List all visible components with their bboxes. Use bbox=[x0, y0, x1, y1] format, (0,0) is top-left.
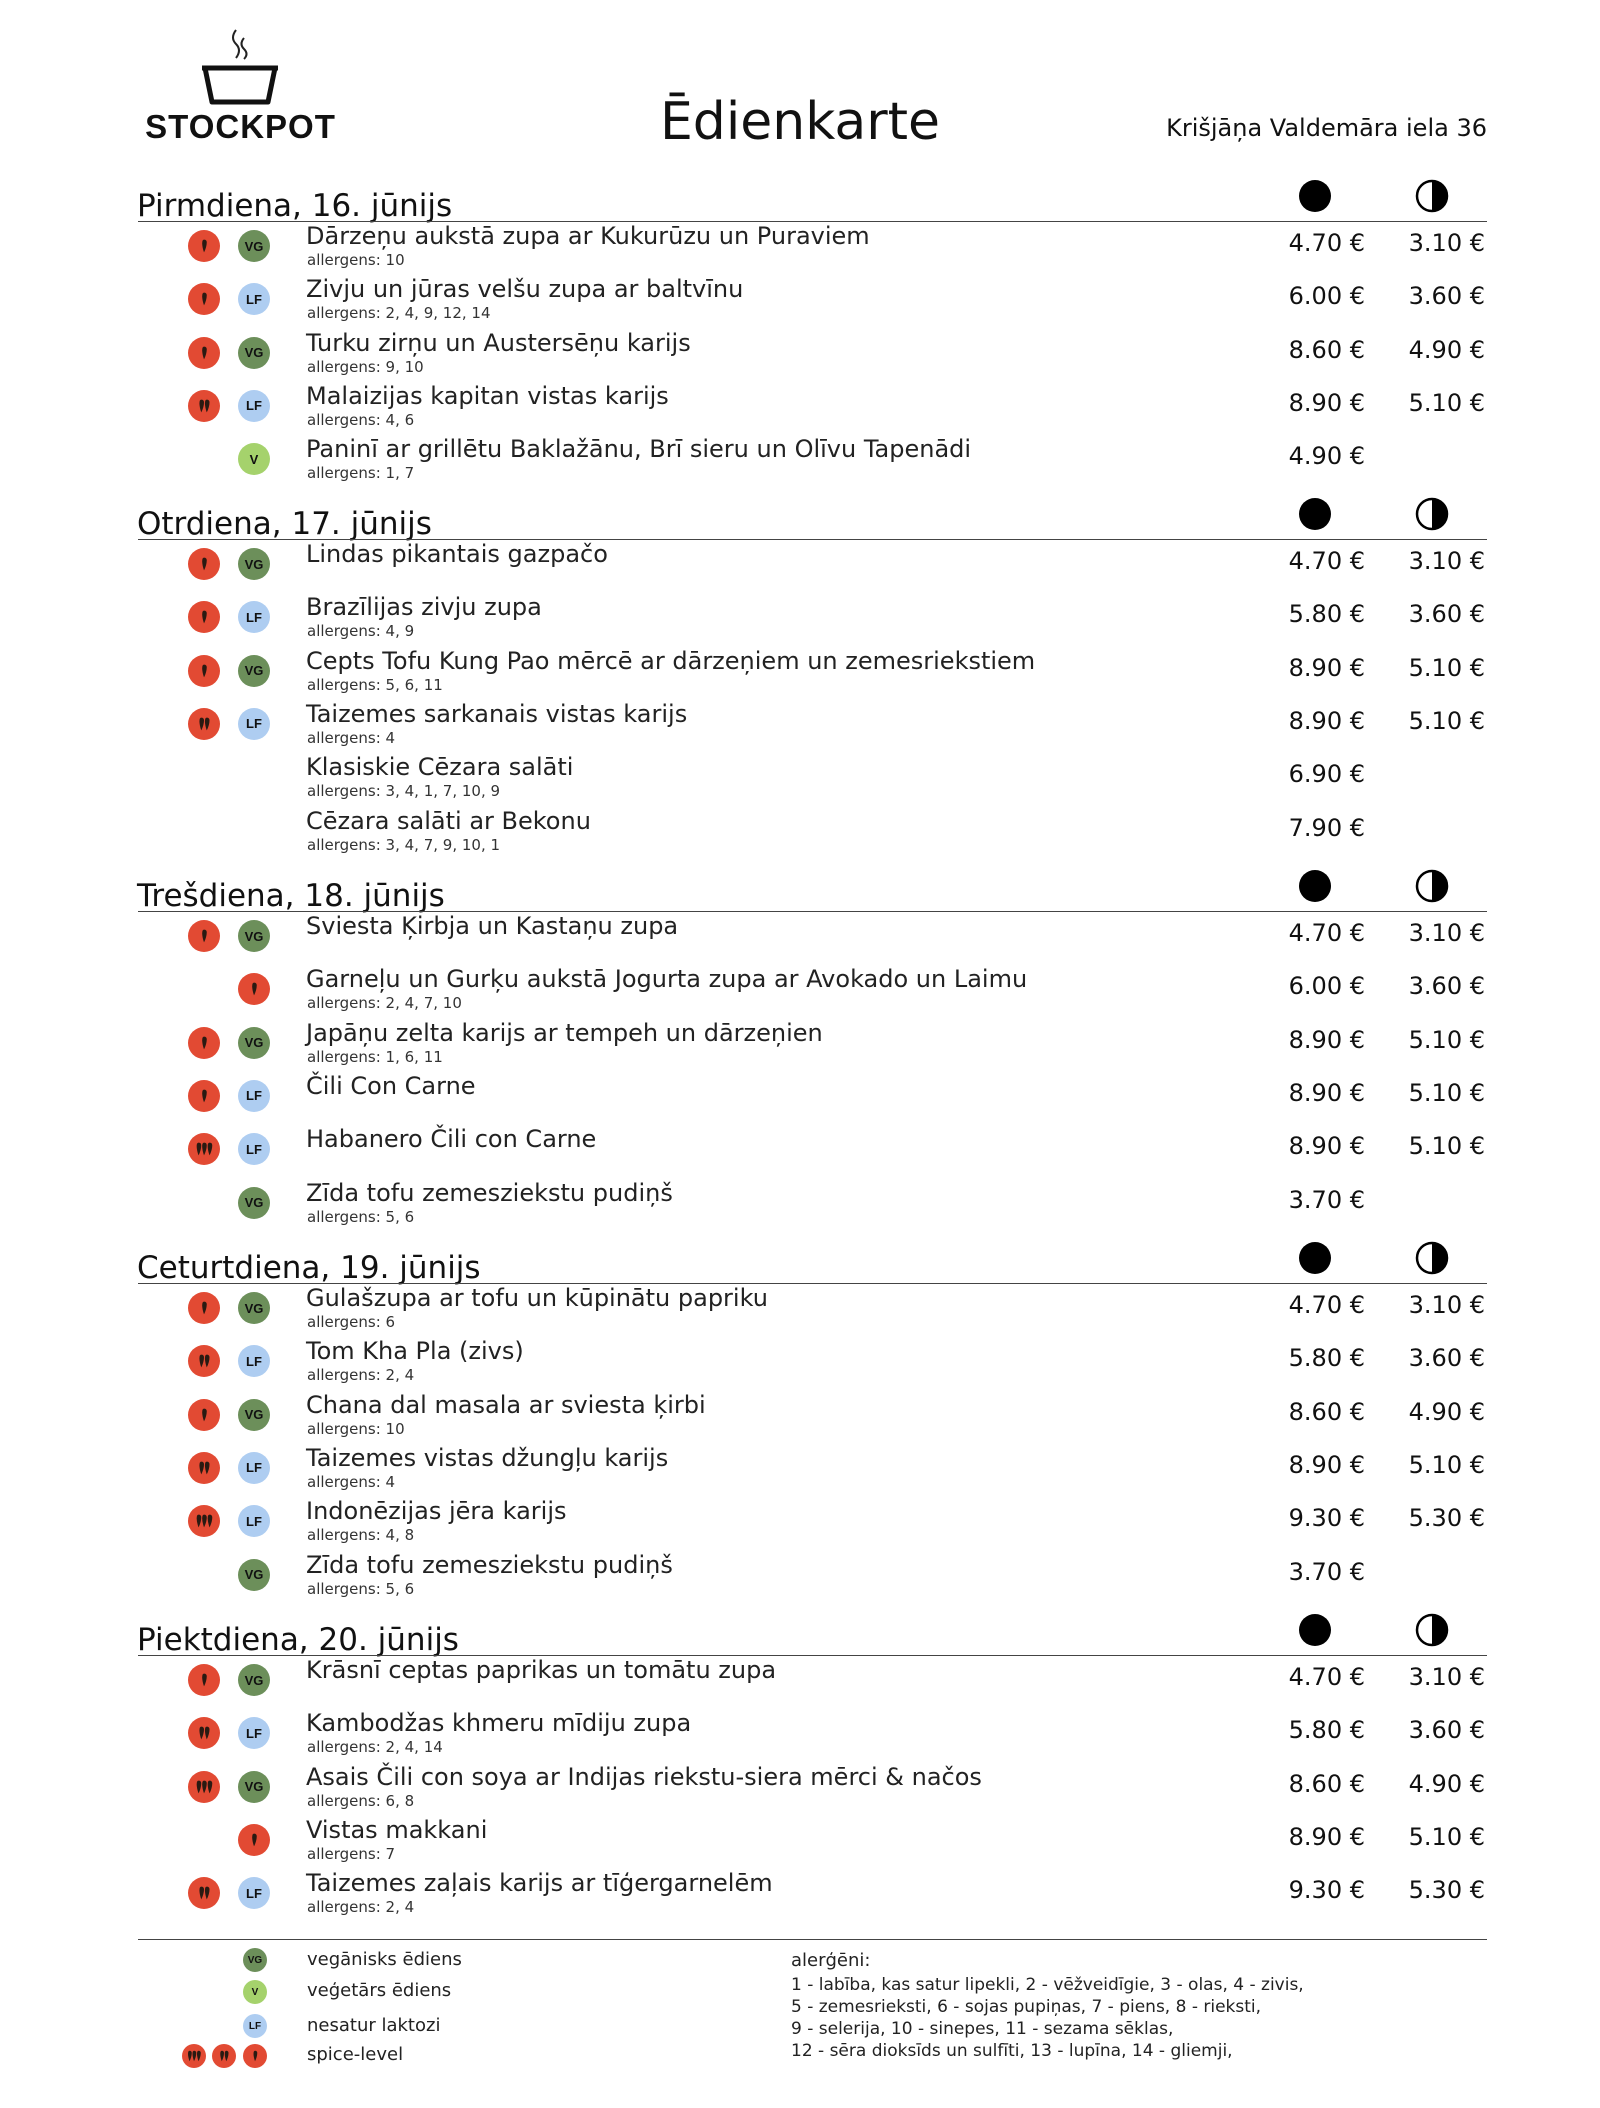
price-half: 3.10 € bbox=[1408, 229, 1485, 257]
allergen-line: 1 - labība, kas satur lipekli, 2 - vēžveidīgie, 3 - olas, 4 - zivis, bbox=[791, 1975, 1304, 1995]
price-full: 8.90 € bbox=[1288, 1132, 1365, 1161]
spice3-icon bbox=[188, 1771, 220, 1803]
full-portion-icon bbox=[1297, 868, 1333, 904]
price-half: 5.10 € bbox=[1408, 653, 1485, 682]
price-full: 8.60 € bbox=[1288, 1397, 1365, 1426]
dish-allergens: allergens: 2, 4, 14 bbox=[307, 1738, 443, 1757]
price-full: 4.70 € bbox=[1288, 919, 1365, 947]
dish-allergens: allergens: 3, 4, 1, 7, 10, 9 bbox=[307, 782, 501, 801]
dish-name: Malaizijas kapitan vistas karijs bbox=[306, 381, 669, 410]
spice1-icon bbox=[188, 230, 220, 262]
price-full: 6.00 € bbox=[1288, 282, 1365, 311]
dish-allergens: allergens: 6, 8 bbox=[307, 1791, 415, 1810]
vegan-badge: VG bbox=[238, 1771, 270, 1803]
price-half: 4.90 € bbox=[1408, 335, 1485, 364]
price-full: 5.80 € bbox=[1288, 600, 1365, 629]
half-portion-icon bbox=[1414, 496, 1450, 532]
dish-allergens: allergens: 1, 6, 11 bbox=[307, 1047, 443, 1066]
dish-name: Tom Kha Pla (zivs) bbox=[306, 1337, 524, 1366]
spice1-icon bbox=[238, 1824, 270, 1856]
spice1-icon bbox=[188, 1664, 220, 1696]
vegan-badge: VG bbox=[238, 230, 270, 262]
dish-name: Lindas pikantais gazpačo bbox=[306, 540, 608, 568]
legend-spice2-icon bbox=[212, 2044, 236, 2068]
price-full: 4.70 € bbox=[1288, 1291, 1365, 1319]
price-half: 5.10 € bbox=[1408, 1450, 1485, 1479]
dish-allergens: allergens: 9, 10 bbox=[307, 357, 424, 376]
legend-lactose-free-badge: LF bbox=[243, 2014, 267, 2038]
spice1-icon bbox=[188, 1027, 220, 1059]
spice2-icon bbox=[188, 1452, 220, 1484]
legend-vegan-label: vegānisks ēdiens bbox=[307, 1949, 462, 1970]
allergen-heading: alerģēni: bbox=[791, 1950, 871, 1971]
dish-name: Vistas makkani bbox=[306, 1815, 488, 1844]
legend-vegetarian-label: veģetārs ēdiens bbox=[307, 1980, 452, 2001]
price-full: 8.90 € bbox=[1288, 706, 1365, 735]
lactose-free-badge: LF bbox=[238, 1133, 270, 1165]
price-half: 5.10 € bbox=[1408, 1078, 1485, 1107]
spice1-icon bbox=[238, 973, 270, 1005]
day-header: Ceturtdiena, 19. jūnijs bbox=[137, 1250, 481, 1286]
full-portion-icon bbox=[1297, 496, 1333, 532]
dish-allergens: allergens: 1, 7 bbox=[307, 464, 415, 483]
price-full: 6.90 € bbox=[1288, 760, 1365, 789]
dish-name: Brazīlijas zivju zupa bbox=[306, 593, 542, 622]
pot-icon bbox=[200, 26, 280, 106]
dish-name: Kambodžas khmeru mīdiju zupa bbox=[306, 1709, 692, 1738]
spice1-icon bbox=[188, 283, 220, 315]
dish-allergens: allergens: 4 bbox=[307, 728, 396, 747]
dish-allergens: allergens: 5, 6 bbox=[307, 1579, 415, 1598]
dish-allergens: allergens: 10 bbox=[307, 251, 405, 269]
full-portion-icon bbox=[1297, 1612, 1333, 1648]
vegan-badge: VG bbox=[238, 1664, 270, 1696]
dish-allergens: allergens: 5, 6, 11 bbox=[307, 675, 443, 694]
dish-allergens: allergens: 2, 4, 7, 10 bbox=[307, 994, 462, 1013]
dish-allergens: allergens: 4, 9 bbox=[307, 622, 415, 641]
half-portion-icon bbox=[1414, 1240, 1450, 1276]
price-full: 7.90 € bbox=[1288, 813, 1365, 842]
price-full: 4.70 € bbox=[1288, 547, 1365, 575]
dish-name: Cepts Tofu Kung Pao mērcē ar dārzeņiem un zemesriekstiem bbox=[306, 646, 1036, 675]
spice2-icon bbox=[188, 1717, 220, 1749]
lactose-free-badge: LF bbox=[238, 1452, 270, 1484]
day-header: Pirmdiena, 16. jūnijs bbox=[137, 188, 453, 224]
price-full: 8.90 € bbox=[1288, 1078, 1365, 1107]
spice1-icon bbox=[188, 548, 220, 580]
half-portion-icon bbox=[1414, 868, 1450, 904]
vegan-badge: VG bbox=[238, 1027, 270, 1059]
legend-vegan-badge: VG bbox=[243, 1948, 267, 1972]
price-full: 8.90 € bbox=[1288, 388, 1365, 417]
dish-name: Zīda tofu zemesziekstu pudiņš bbox=[306, 1178, 673, 1207]
vegan-badge: VG bbox=[238, 1292, 270, 1324]
dish-allergens: allergens: 4, 6 bbox=[307, 410, 415, 429]
allergen-line: 5 - zemesrieksti, 6 - sojas pupiņas, 7 - piens, 8 - rieksti, bbox=[791, 1997, 1262, 2017]
price-full: 8.90 € bbox=[1288, 1822, 1365, 1851]
dish-name: Cēzara salāti ar Bekonu bbox=[306, 806, 591, 835]
allergen-line: 9 - selerija, 10 - sinepes, 11 - sezama sēklas, bbox=[791, 2019, 1174, 2039]
price-full: 6.00 € bbox=[1288, 972, 1365, 1001]
dish-name: Turku zirņu un Austersēņu karijs bbox=[306, 328, 691, 357]
dish-name: Čili Con Carne bbox=[306, 1071, 476, 1100]
price-full: 4.70 € bbox=[1288, 229, 1365, 257]
vegan-badge: VG bbox=[238, 1399, 270, 1431]
restaurant-address: Krišjāņa Valdemāra iela 36 bbox=[1166, 114, 1487, 142]
price-full: 8.90 € bbox=[1288, 1025, 1365, 1054]
price-half: 5.30 € bbox=[1408, 1504, 1485, 1533]
full-portion-icon bbox=[1297, 178, 1333, 214]
legend-spice3-icon bbox=[182, 2044, 206, 2068]
lactose-free-badge: LF bbox=[238, 708, 270, 740]
spice3-icon bbox=[188, 1133, 220, 1165]
price-half: 5.10 € bbox=[1408, 388, 1485, 417]
legend-spice-label: spice-level bbox=[307, 2044, 404, 2065]
lactose-free-badge: LF bbox=[238, 601, 270, 633]
footer-divider bbox=[138, 1939, 1487, 1940]
spice2-icon bbox=[188, 708, 220, 740]
vegetarian-badge: V bbox=[238, 443, 270, 475]
stockpot-logo bbox=[138, 26, 343, 150]
price-full: 4.90 € bbox=[1288, 442, 1365, 471]
dish-name: Gulašzupa ar tofu un kūpinātu papriku bbox=[306, 1284, 768, 1312]
dish-name: Taizemes vistas džungļu karijs bbox=[306, 1443, 669, 1472]
spice2-icon bbox=[188, 1877, 220, 1909]
price-half: 3.60 € bbox=[1408, 1716, 1485, 1745]
dish-name: Dārzeņu aukstā zupa ar Kukurūzu un Puraviem bbox=[306, 222, 870, 250]
dish-name: Habanero Čili con Carne bbox=[306, 1125, 597, 1154]
dish-allergens: allergens: 5, 6 bbox=[307, 1207, 415, 1226]
legend-spice1-icon bbox=[243, 2044, 267, 2068]
lactose-free-badge: LF bbox=[238, 390, 270, 422]
dish-allergens: allergens: 7 bbox=[307, 1844, 396, 1863]
dish-allergens: allergens: 3, 4, 7, 9, 10, 1 bbox=[307, 835, 501, 854]
dish-name: Zīda tofu zemesziekstu pudiņš bbox=[306, 1550, 673, 1579]
dish-name: Chana dal masala ar sviesta ķirbi bbox=[306, 1390, 706, 1419]
legend-vegetarian-badge: V bbox=[243, 1980, 267, 2004]
lactose-free-badge: LF bbox=[238, 1717, 270, 1749]
price-full: 9.30 € bbox=[1288, 1504, 1365, 1533]
lactose-free-badge: LF bbox=[238, 1505, 270, 1537]
dish-name: Krāsnī ceptas paprikas un tomātu zupa bbox=[306, 1656, 777, 1684]
allergen-line: 12 - sēra dioksīds un sulfīti, 13 - lupīna, 14 - gliemji, bbox=[791, 2041, 1233, 2061]
price-half: 4.90 € bbox=[1408, 1397, 1485, 1426]
price-half: 5.10 € bbox=[1408, 1025, 1485, 1054]
price-half: 5.10 € bbox=[1408, 1132, 1485, 1161]
price-full: 5.80 € bbox=[1288, 1344, 1365, 1373]
price-half: 4.90 € bbox=[1408, 1769, 1485, 1798]
dish-name: Klasiskie Cēzara salāti bbox=[306, 753, 574, 782]
price-full: 5.80 € bbox=[1288, 1716, 1365, 1745]
logo-wordmark: STOCKPOT bbox=[145, 108, 336, 145]
price-full: 9.30 € bbox=[1288, 1876, 1365, 1905]
price-half: 3.10 € bbox=[1408, 547, 1485, 575]
dish-name: Taizemes sarkanais vistas karijs bbox=[306, 699, 688, 728]
dish-name: Taizemes zaļais karijs ar tīģergarnelēm bbox=[306, 1869, 773, 1898]
price-half: 5.10 € bbox=[1408, 1822, 1485, 1851]
dish-allergens: allergens: 10 bbox=[307, 1419, 405, 1438]
vegan-badge: VG bbox=[238, 337, 270, 369]
spice1-icon bbox=[188, 655, 220, 687]
lactose-free-badge: LF bbox=[238, 1345, 270, 1377]
spice1-icon bbox=[188, 1292, 220, 1324]
half-portion-icon bbox=[1414, 178, 1450, 214]
price-full: 8.90 € bbox=[1288, 1450, 1365, 1479]
dish-name: Sviesta Ķirbja un Kastaņu zupa bbox=[306, 912, 679, 940]
vegan-badge: VG bbox=[238, 1187, 270, 1219]
vegan-badge: VG bbox=[238, 548, 270, 580]
spice2-icon bbox=[188, 1345, 220, 1377]
dish-allergens: allergens: 4, 8 bbox=[307, 1526, 415, 1545]
dish-name: Asais Čili con soya ar Indijas riekstu-siera mērci & načos bbox=[306, 1762, 982, 1791]
price-half: 3.10 € bbox=[1408, 1663, 1485, 1691]
lactose-free-badge: LF bbox=[238, 1080, 270, 1112]
spice1-icon bbox=[188, 601, 220, 633]
day-header: Piektdiena, 20. jūnijs bbox=[137, 1622, 459, 1658]
price-full: 8.60 € bbox=[1288, 335, 1365, 364]
page-title: Ēdienkarte bbox=[659, 92, 941, 152]
full-portion-icon bbox=[1297, 1240, 1333, 1276]
legend-lactose-free-label: nesatur laktozi bbox=[307, 2015, 441, 2036]
dish-name: Japāņu zelta karijs ar tempeh un dārzeņien bbox=[306, 1018, 823, 1047]
dish-allergens: allergens: 2, 4 bbox=[307, 1898, 415, 1917]
price-full: 8.60 € bbox=[1288, 1769, 1365, 1798]
spice1-icon bbox=[188, 1399, 220, 1431]
spice3-icon bbox=[188, 1505, 220, 1537]
price-half: 5.10 € bbox=[1408, 706, 1485, 735]
price-full: 3.70 € bbox=[1288, 1557, 1365, 1586]
price-half: 3.10 € bbox=[1408, 919, 1485, 947]
dish-allergens: allergens: 2, 4, 9, 12, 14 bbox=[307, 304, 491, 323]
price-half: 3.60 € bbox=[1408, 282, 1485, 311]
vegan-badge: VG bbox=[238, 920, 270, 952]
dish-allergens: allergens: 6 bbox=[307, 1313, 396, 1331]
spice1-icon bbox=[188, 920, 220, 952]
dish-name: Garneļu un Gurķu aukstā Jogurta zupa ar Avokado un Laimu bbox=[306, 965, 1028, 994]
dish-name: Paninī ar grillētu Baklažānu, Brī sieru un Olīvu Tapenādi bbox=[306, 435, 972, 464]
dish-allergens: allergens: 4 bbox=[307, 1472, 396, 1491]
spice2-icon bbox=[188, 390, 220, 422]
dish-allergens: allergens: 2, 4 bbox=[307, 1366, 415, 1385]
price-half: 3.60 € bbox=[1408, 1344, 1485, 1373]
price-full: 3.70 € bbox=[1288, 1185, 1365, 1214]
lactose-free-badge: LF bbox=[238, 1877, 270, 1909]
day-header: Trešdiena, 18. jūnijs bbox=[137, 878, 445, 914]
lactose-free-badge: LF bbox=[238, 283, 270, 315]
price-half: 3.10 € bbox=[1408, 1291, 1485, 1319]
price-half: 3.60 € bbox=[1408, 600, 1485, 629]
price-full: 4.70 € bbox=[1288, 1663, 1365, 1691]
price-full: 8.90 € bbox=[1288, 653, 1365, 682]
dish-name: Indonēzijas jēra karijs bbox=[306, 1497, 567, 1526]
dish-name: Zivju un jūras velšu zupa ar baltvīnu bbox=[306, 275, 744, 304]
vegan-badge: VG bbox=[238, 655, 270, 687]
day-header: Otrdiena, 17. jūnijs bbox=[137, 506, 432, 542]
price-half: 3.60 € bbox=[1408, 972, 1485, 1001]
price-half: 5.30 € bbox=[1408, 1876, 1485, 1905]
vegan-badge: VG bbox=[238, 1559, 270, 1591]
spice1-icon bbox=[188, 1080, 220, 1112]
spice1-icon bbox=[188, 337, 220, 369]
half-portion-icon bbox=[1414, 1612, 1450, 1648]
